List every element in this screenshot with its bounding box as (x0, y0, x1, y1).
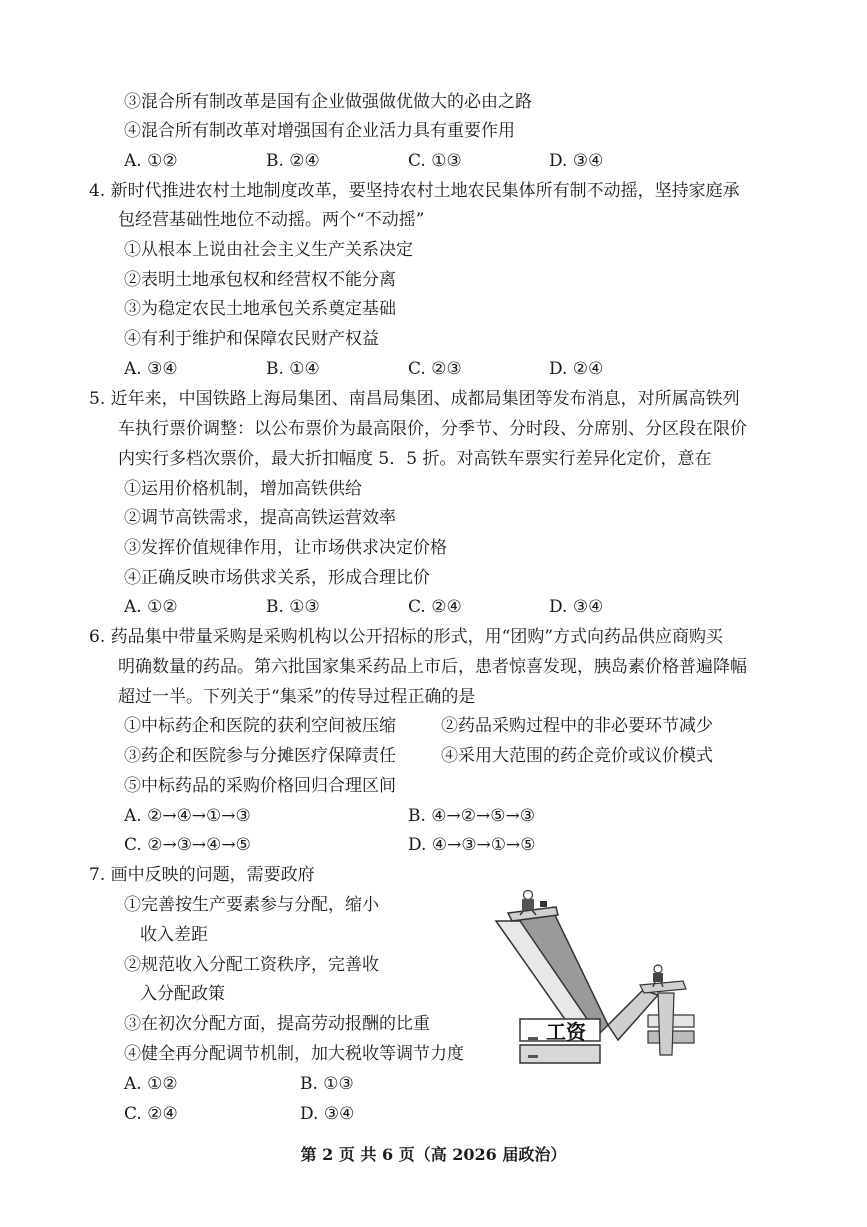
worker-body (653, 973, 663, 982)
q6-option-b[interactable]: B. ④→②→⑤→③ (408, 806, 535, 826)
q3-statement-4: ④混合所有制改革对增强国有企业活力具有重要作用 (124, 121, 515, 141)
q4-option-d[interactable]: D. ②④ (549, 359, 604, 379)
small-yen-stem (658, 993, 674, 1055)
page-footer: 第 2 页 共 6 页（高 2026 届政治） (300, 1145, 567, 1164)
q3-option-d[interactable]: D. ③④ (549, 151, 604, 171)
q4-option-c[interactable]: C. ②③ (408, 359, 462, 379)
q6-statement-4: ④采用大范围的药企竞价或议价模式 (441, 746, 713, 766)
q7-statement-2a: ②规范收入分配工资秩序，完善收 (124, 955, 379, 975)
q7-statement-3: ③在初次分配方面，提高劳动报酬的比重 (124, 1014, 430, 1034)
businessman-body (522, 899, 534, 910)
big-yen-shaded-stroke (516, 911, 608, 1035)
q4-option-a[interactable]: A. ③④ (124, 359, 178, 379)
q6-stem-line2: 明确数量的药品。第六批国家集采药品上市后，患者惊喜发现，胰岛素价格普遍降幅 (118, 657, 747, 677)
q5-statement-1: ①运用价格机制，增加高铁供给 (124, 479, 362, 499)
businessman-head (524, 891, 533, 900)
q4-statement-4: ④有利于维护和保障农民财产权益 (124, 329, 379, 349)
q3-option-b[interactable]: B. ②④ (266, 151, 320, 171)
yen-bar-lower (520, 1045, 600, 1063)
q5-stem-line1: 5. 近年来，中国铁路上海局集团、南昌局集团、成都局集团等发布消息，对所属高铁列 (89, 389, 740, 409)
q7-option-c[interactable]: C. ②④ (124, 1104, 178, 1124)
q6-stem-line1: 6. 药品集中带量采购是采购机构以公开招标的形式，用“团购”方式向药品供应商购买 (89, 627, 724, 647)
q5-option-d[interactable]: D. ③④ (549, 597, 604, 617)
q4-statement-3: ③为稳定农民土地承包关系奠定基础 (124, 299, 396, 319)
worker-head (654, 965, 662, 973)
wage-cartoon (458, 885, 770, 1075)
q6-option-a[interactable]: A. ②→④→①→③ (124, 806, 251, 826)
q5-statement-3: ③发挥价值规律作用，让市场供求决定价格 (124, 538, 447, 558)
q4-stem-line1: 4. 新时代推进农村土地制度改革，要坚持农村土地农民集体所有制不动摇，坚持家庭承 (89, 181, 740, 201)
q5-stem-line2: 车执行票价调整：以公布票价为最高限价，分季节、分时段、分席别、分区段在限价 (118, 419, 747, 439)
q7-statement-2b: 入分配政策 (140, 984, 225, 1004)
q5-stem-line3: 内实行多档次票价，最大折扣幅度 5．5 折。对高铁车票实行差异化定价，意在 (118, 449, 712, 469)
q3-statement-3: ③混合所有制改革是国有企业做强做优做大的必由之路 (124, 92, 532, 112)
cartoon-illustration (458, 885, 770, 1075)
q7-statement-1a: ①完善按生产要素参与分配，缩小 (124, 895, 379, 915)
q7-option-b[interactable]: B. ①③ (300, 1074, 354, 1094)
q4-statement-2: ②表明土地承包权和经营权不能分离 (124, 270, 396, 290)
q7-statement-1b: 收入差距 (140, 925, 208, 945)
q6-statement-2: ②药品采购过程中的非必要环节减少 (441, 716, 713, 736)
q6-statement-3: ③药企和医院参与分摊医疗保障责任 (124, 746, 396, 766)
q3-option-c[interactable]: C. ①③ (408, 151, 462, 171)
q5-option-b[interactable]: B. ①③ (266, 597, 320, 617)
q6-statement-5: ⑤中标药品的采购价格回归合理区间 (124, 776, 396, 796)
q6-statement-1: ①中标药企和医院的获利空间被压缩 (124, 716, 396, 736)
q7-option-d[interactable]: D. ③④ (300, 1104, 355, 1124)
q7-stem: 7. 画中反映的问题，需要政府 (89, 865, 315, 885)
q4-statement-1: ①从根本上说由社会主义生产关系决定 (124, 240, 413, 260)
q7-option-a[interactable]: A. ①② (124, 1074, 178, 1094)
q5-option-a[interactable]: A. ①② (124, 597, 178, 617)
briefcase (540, 901, 547, 907)
q6-option-c[interactable]: C. ②→③→④→⑤ (124, 835, 251, 855)
cartoon-label: 工资 (546, 1020, 586, 1044)
q3-option-a[interactable]: A. ①② (124, 151, 178, 171)
q5-statement-2: ②调节高铁需求，提高高铁运营效率 (124, 508, 396, 528)
q7-statement-4: ④健全再分配调节机制，加大税收等调节力度 (124, 1044, 464, 1064)
q4-option-b[interactable]: B. ①④ (266, 359, 320, 379)
q5-option-c[interactable]: C. ②④ (408, 597, 462, 617)
q4-stem-line2: 包经营基础性地位不动摇。两个“不动摇” (118, 210, 425, 230)
q6-option-d[interactable]: D. ④→③→①→⑤ (408, 835, 536, 855)
q6-stem-line3: 超过一半。下列关于“集采”的传导过程正确的是 (118, 687, 476, 707)
q5-statement-4: ④正确反映市场供求关系，形成合理比价 (124, 568, 430, 588)
